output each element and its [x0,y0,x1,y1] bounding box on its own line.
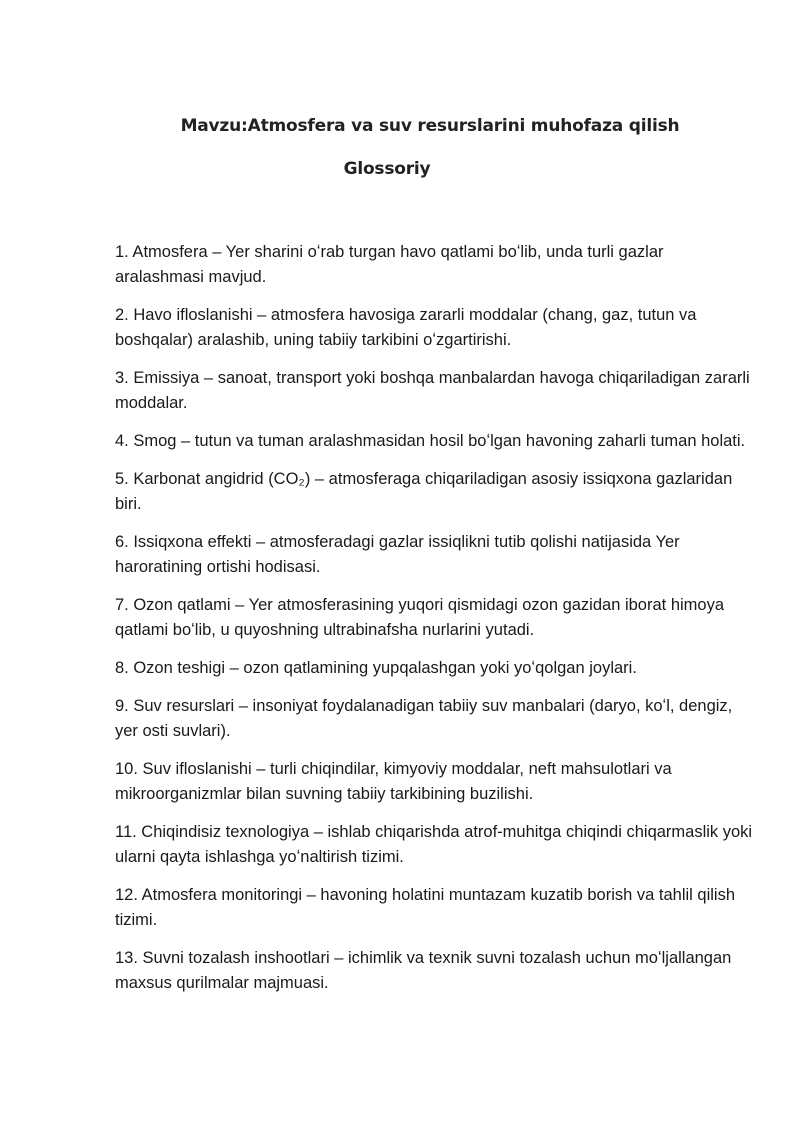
document-subtitle: Glossoriy [343,159,431,179]
glossary-list [115,240,755,1009]
glossary-entry: 8. Ozon teshigi – ozon qatlamining yupqalashgan yoki yoʻqolgan joylari. [115,659,637,677]
glossary-entry: 9. Suv resurslari – insoniyat foydalanadigan tabiiy suv manbalari (daryo, koʻl, dengiz, yer osti suvlari). [115,697,733,740]
document-title: Mavzu:Atmosfera va suv resurslarini muhofaza qilish [180,116,680,136]
glossary-entry: 2. Havo ifloslanishi – atmosfera havosiga zararli moddalar (chang, gaz, tutun va boshqalar) aralashib, uning tabiiy tarkibini oʻzgartirishi. [115,306,697,349]
glossary-entry: 13. Suvni tozalash inshootlari – ichimlik va texnik suvni tozalash uchun moʻljallangan maxsus qurilmalar majmuasi. [115,949,732,992]
glossary-entry: 1. Atmosfera – Yer sharini oʻrab turgan havo qatlami boʻlib, unda turli gazlar aralashmasi mavjud. [115,243,664,286]
glossary-entry: 4. Smog – tutun va tuman aralashmasidan hosil boʻlgan havoning zaharli tuman holati. [115,432,746,450]
glossary-entry: 10. Suv ifloslanishi – turli chiqindilar, kimyoviy moddalar, neft mahsulotlari va mikroorganizmlar bilan suvning tabiiy tarkibining buzilishi. [115,760,672,803]
glossary-entry: 6. Issiqxona effekti – atmosferadagi gazlar issiqlikni tutib qolishi natijasida Yer haroratining ortishi hodisasi. [115,533,680,576]
glossary-entry: 11. Chiqindisiz texnologiya – ishlab chiqarishda atrof-muhitga chiqindi chiqarmaslik yoki ularni qayta ishlashga yoʻnaltirish tizimi. [115,823,753,866]
glossary-entry: 5. Karbonat angidrid (CO₂) – atmosferaga chiqariladigan asosiy issiqxona gazlaridan biri. [115,470,733,513]
glossary-entry: 12. Atmosfera monitoringi – havoning holatini muntazam kuzatib borish va tahlil qilish tizimi. [115,886,735,929]
glossary-entry: 3. Emissiya – sanoat, transport yoki boshqa manbalardan havoga chiqariladigan zararli moddalar. [115,369,750,412]
glossary-entry: 7. Ozon qatlami – Yer atmosferasining yuqori qismidagi ozon gazidan iborat himoya qatlami boʻlib, u quyoshning ultrabinafsha nurlarini yutadi. [115,596,725,639]
